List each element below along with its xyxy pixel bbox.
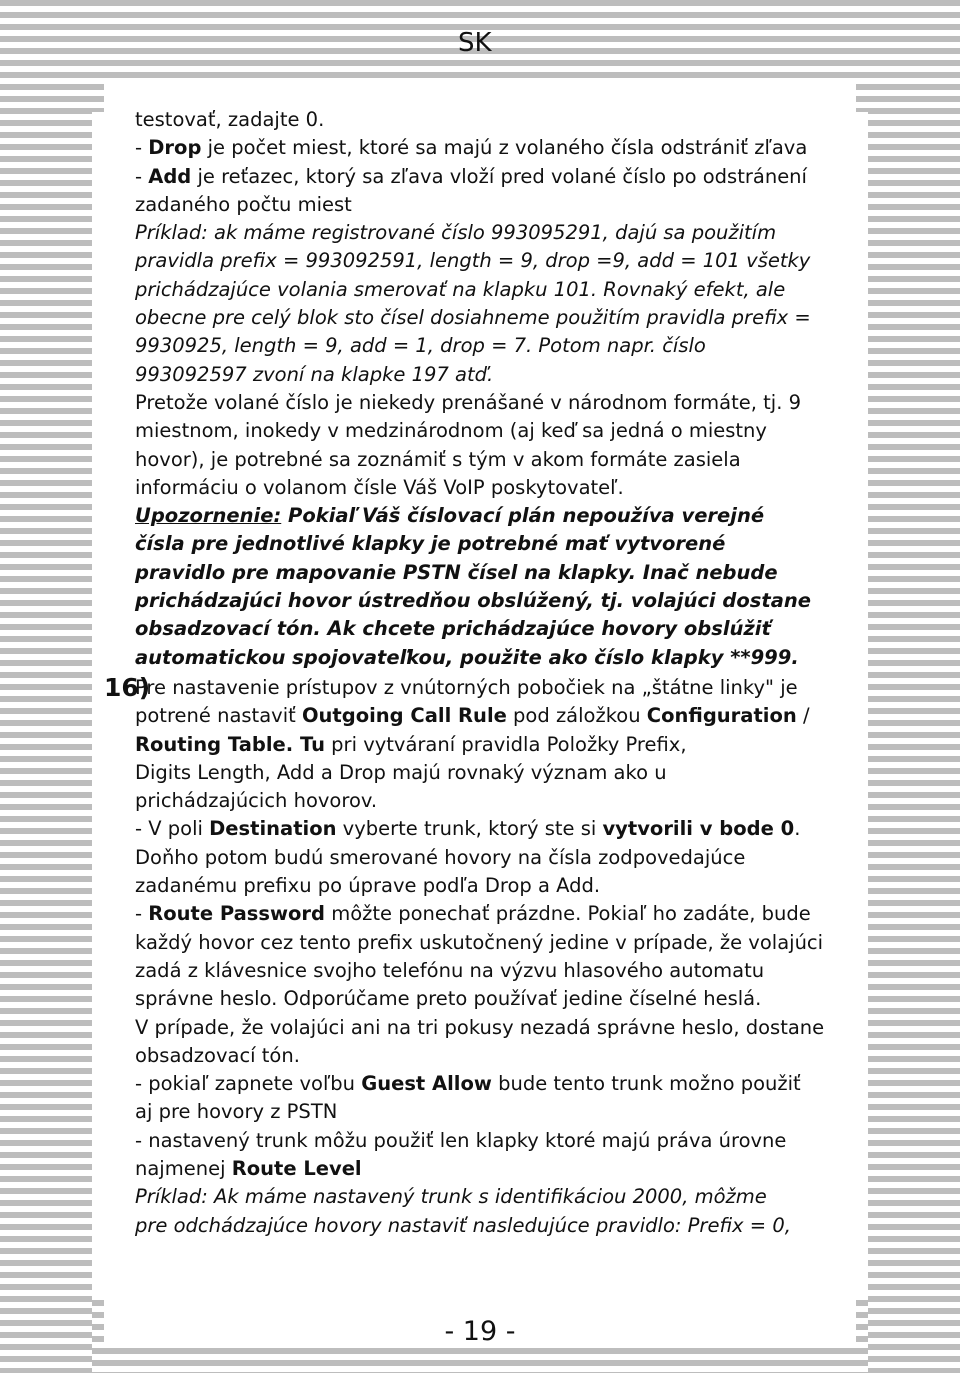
text-line: V prípade, že volajúci ani na tri pokusy nezadá správne heslo, dostane: [135, 1015, 825, 1039]
text-line: najmenej Route Level: [135, 1156, 362, 1180]
warning-line: čísla pre jednotlivé klapky je potrebné mať vytvorené: [135, 532, 726, 556]
example-line: Príklad: Ak máme nastavený trunk s identifikáciou 2000, môžme: [135, 1185, 767, 1209]
text-line: Pretože volané číslo je niekedy prenášané v národnom formáte, tj. 9: [135, 390, 802, 414]
text-line: hovor), je potrebné sa zoznámiť s tým v akom formáte zasiela: [135, 447, 741, 471]
text-line: správne heslo. Odporúčame preto používať jedine číselné heslá.: [135, 987, 762, 1011]
warning-label: Upozornenie:: [135, 504, 282, 528]
text-line: - nastavený trunk môžu použiť len klapky ktoré majú práva úrovne: [135, 1128, 787, 1152]
left-stripe-border: [0, 0, 92, 1373]
text-line: - pokiaľ zapnete voľbu Guest Allow bude tento trunk možno použiť: [135, 1072, 801, 1096]
text-line: zadá z klávesnice svojho telefónu na výzvu hlasového automatu: [135, 958, 765, 982]
text-line: zadanému prefixu po úprave podľa Drop a Add.: [135, 874, 601, 898]
section-16-heading-line: 16) Pre nastavenie prístupov z vnútorných pobočiek na „štátne linky" je: [104, 672, 798, 702]
language-label: SK: [458, 28, 492, 58]
text-line: - Route Password môžte ponechať prázdne. Pokiaľ ho zadáte, bude: [135, 902, 811, 926]
text-line: aj pre hovory z PSTN: [135, 1100, 338, 1124]
warning-line: prichádzajúci hovor ústredňou obslúžený, tj. volajúci dostane: [135, 589, 811, 613]
warning-line: pravidlo pre mapovanie PSTN čísel na klapky. Inač nebude: [135, 560, 778, 584]
example-line: 9930925, length = 9, add = 1, drop = 7. Potom napr. číslo: [135, 334, 706, 358]
text-line: informáciu o volanom čísle Váš VoIP poskytovateľ.: [135, 475, 624, 499]
text-line: Doňho potom budú smerované hovory na čísla zodpovedajúce: [135, 845, 746, 869]
warning-line: Upozornenie: Pokiaľ Váš číslovací plán nepoužíva verejné: [135, 504, 765, 528]
text-line: potrené nastaviť Outgoing Call Rule pod záložkou Configuration /: [135, 704, 810, 728]
warning-line: automatickou spojovateľkou, použite ako číslo klapky **999.: [135, 645, 799, 669]
text-line: miestnom, inokedy v medzinárodnom (aj keď sa jedná o miestny: [135, 419, 767, 443]
text-line: prichádzajúcich hovorov.: [135, 789, 378, 813]
right-stripe-border: [868, 0, 960, 1373]
page-number: - 19 -: [444, 1316, 516, 1347]
example-line: prichádzajúce volania smerovať na klapku 101. Rovnaký efekt, ale: [135, 277, 786, 301]
add-line: - Add je reťazec, ktorý sa zľava vloží pred volané číslo po odstránení: [135, 164, 807, 188]
text-line: každý hovor cez tento prefix uskutočnený jedine v prípade, že volajúci: [135, 930, 824, 954]
page-content: [104, 106, 857, 1240]
section-number: 16): [104, 672, 151, 702]
text-line: testovať, zadajte 0.: [135, 108, 325, 131]
example-line: Príklad: ak máme registrované číslo 993095291, dajú sa použitím: [135, 221, 777, 245]
example-line: pre odchádzajúce hovory nastaviť nasledujúce pravidlo: Prefix = 0,: [135, 1213, 791, 1237]
text-line: Routing Table. Tu pri vytváraní pravidla Položky Prefix,: [135, 732, 687, 756]
text-line: Digits Length, Add a Drop majú rovnaký význam ako u: [135, 760, 667, 784]
drop-line: - Drop je počet miest, ktoré sa majú z volaného čísla odstrániť zľava: [135, 136, 808, 160]
text-line: obsadzovací tón.: [135, 1043, 300, 1067]
example-line: 993092597 zvoní na klapke 197 atď.: [135, 362, 494, 386]
text-line: - V poli Destination vyberte trunk, ktorý ste si vytvorili v bode 0.: [135, 817, 801, 841]
drop-term: Drop: [148, 136, 202, 160]
example-line: pravidla prefix = 993092591, length = 9, drop =9, add = 101 všetky: [135, 249, 811, 273]
add-term: Add: [148, 164, 192, 188]
example-line: obecne pre celý blok sto čísel dosiahneme použitím pravidla prefix =: [135, 306, 811, 330]
text-line: zadaného počtu miest: [135, 192, 352, 216]
warning-line: obsadzovací tón. Ak chcete prichádzajúce hovory obslúžiť: [135, 617, 771, 641]
